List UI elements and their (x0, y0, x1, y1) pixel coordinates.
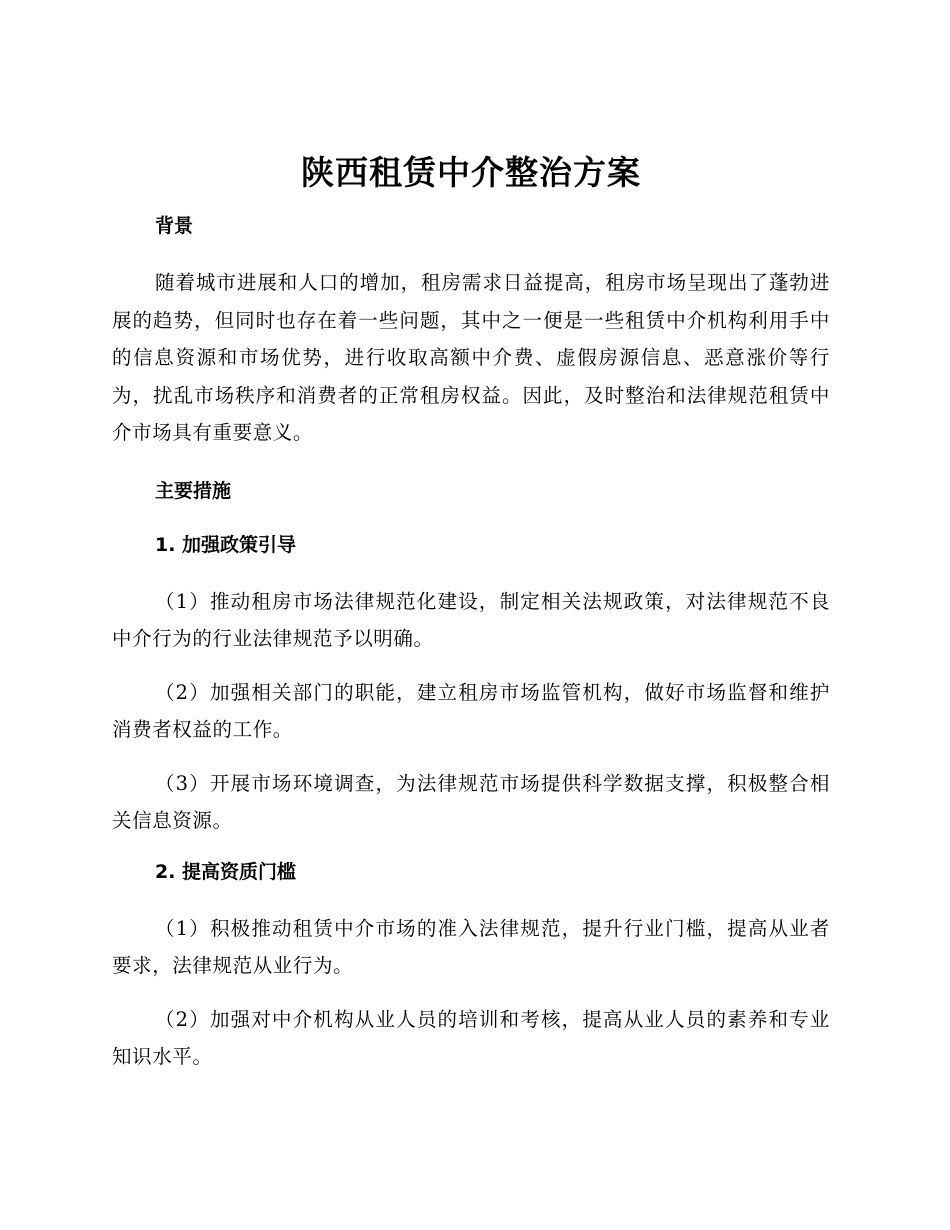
policy-item-3: （3）开展市场环境调查，为法律规范市场提供科学数据支撑，积极整合相关信息资源。 (112, 771, 830, 832)
qualification-item-1: （1）积极推动租赁中介市场的准入法律规范，提升行业门槛，提高从业者要求，法律规范从业行为。 (112, 916, 830, 977)
subsection-heading-policy: 1. 加强政策引导 (155, 533, 297, 556)
section-heading-measures: 主要措施 (155, 479, 232, 502)
subsection-heading-qualification: 2. 提高资质门槛 (155, 860, 297, 883)
section-heading-background: 背景 (155, 215, 194, 237)
policy-item-1: （1）推动租房市场法律规范化建设，制定相关法规政策，对法律规范不良中介行为的行业法律规范予以明确。 (112, 589, 830, 650)
background-paragraph: 随着城市进展和人口的增加，租房需求日益提高，租房市场呈现出了蓬勃进展的趋势，但同时也存在着一些问题，其中之一便是一些租赁中介机构利用手中的信息资源和市场优势，进行收取高额中介费、虚假房源信息、恶意涨价等行为，扰乱市场秩序和消费者的正常租房权益。因此，及时整治和法律规范租赁中介市场具有重要意义。 (112, 271, 830, 444)
document-body (112, 150, 830, 1076)
policy-item-2: （2）加强相关部门的职能，建立租房市场监管机构，做好市场监督和维护消费者权益的工作。 (112, 680, 830, 741)
document-title: 陕西租赁中介整治方案 (301, 153, 641, 192)
qualification-item-2: （2）加强对中介机构从业人员的培训和考核，提高从业人员的素养和专业知识水平。 (112, 1007, 830, 1068)
